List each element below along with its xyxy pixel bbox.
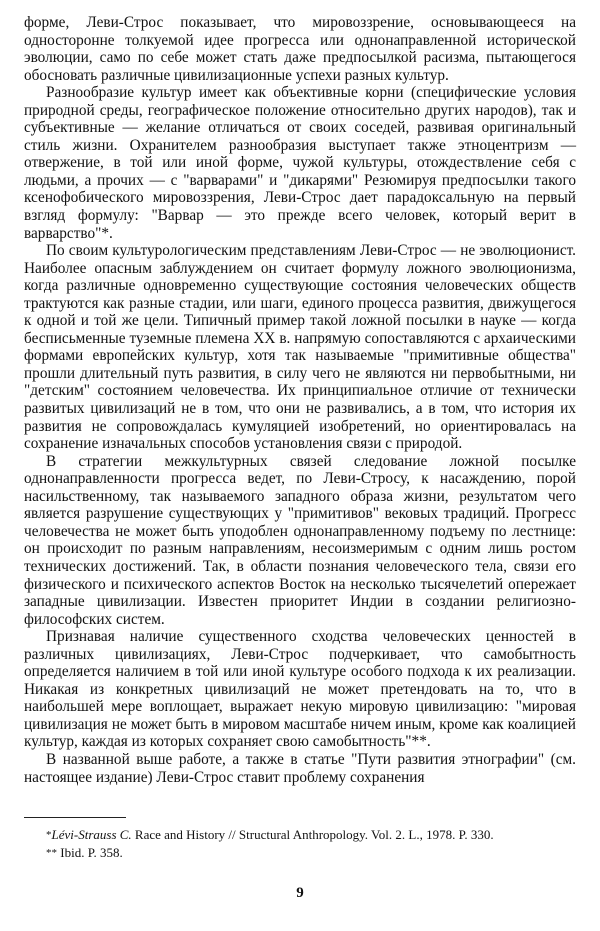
footnote-1 bbox=[24, 826, 576, 844]
footnote-text: Ibid. P. 358. bbox=[57, 845, 123, 860]
footnote-text: Race and History // Structural Anthropology. Vol. 2. L., 1978. P. 330. bbox=[131, 827, 494, 842]
footnote-mark: * bbox=[46, 829, 52, 841]
paragraph-1: форме, Леви-Строс показывает, что мировоззрение, основывающееся на односторонне толкуемой идее прогресса или однонаправленной исторической эволюции, само по себе может стать даже предпосылкой расизма, пытающегося обосновать различные цивилизационные успехи разных культур. bbox=[24, 14, 576, 84]
footnote-2 bbox=[24, 844, 576, 862]
footnote-divider bbox=[24, 817, 126, 818]
page-body bbox=[24, 14, 576, 786]
footnote-mark: ** bbox=[46, 847, 57, 859]
paragraph-3: По своим культурологическим представлениям Леви-Строс — не эволюционист. Наиболее опасным заблуждением он считает формулу ложного эволюционизма, когда различные одновременно существующие состояния человеческих обществ трактуются как разные стадии, или шаги, единого процесса развития, движущегося к одной и той же цели. Типичный пример такой ложной посылки в науке — когда бесписьменные туземные племена XX в. напрямую сопоставляются с архаическими формами европейских культур, хотя так называемые "примитивные общества" прошли длительный путь развития, в силу чего не являются ни первобытными, ни "детским" состоянием человечества. Их принципиальное отличие от технически развитых цивилизаций не в том, что они не развивались, а в том, что история их развития не сопровождалась кумуляцией изобретений, но ориентировалась на сохранение изначальных способов установления связи с природой. bbox=[24, 242, 576, 453]
footnote-author: Lévi-Strauss C. bbox=[51, 827, 132, 842]
paragraph-4: В стратегии межкультурных связей следование ложной посылке однонаправленности прогресса ведет, по Леви-Стросу, к насаждению, порой насильственному, так называемого западного образа жизни, результатом чего является разрушение существующих у "примитивов" вековых традиций. Прогресс человечества не может быть уподоблен однонаправленному подъему по лестнице: он происходит по разным направлениям, несоизмеримым с одним лишь ростом технических достижений. Так, в области познания человеческого тела, связи его физического и психического аспектов Восток на несколько тысячелетий опережает западные цивилизации. Известен приоритет Индии в создании религиозно-философских систем. bbox=[24, 452, 576, 628]
paragraph-5: Признавая наличие существенного сходства человеческих ценностей в различных цивилизациях, Леви-Строс подчеркивает, что самобытность определяется наличием в той или иной культуре особого подхода к их реализации. Никакая из конкретных цивилизаций не может претендовать на то, что в наибольшей мере воплощает, выражает некую мировую цивилизацию: "мировая цивилизация не может быть в мировом масштабе ничем иным, кроме как коалицией культур, каждая из которых сохраняет свою самобытность"**. bbox=[24, 628, 576, 751]
page-number: 9 bbox=[296, 885, 304, 901]
paragraph-6: В названной выше работе, а также в статье "Пути развития этнографии" (см. настоящее издание) Леви-Строс ставит проблему сохранения bbox=[24, 750, 576, 786]
paragraph-2: Разнообразие культур имеет как объективные корни (специфические условия природной среды, географическое положение относительно других народов), так и субъективные — желание отличаться от своих соседей, развивая оригинальный стиль жизни. Охранителем разнообразия выступает также этноцентризм — отвержение, в той или иной форме, чужой культуры, отождествление себя с людьми, а прочих — с "варварами" и "дикарями" Резюмируя предпосылки такого ксенофобического мировоззрения, Леви-Строс дает парадоксальную на первый взгляд формулу: "Варвар — это прежде всего человек, который верит в варварство"*. bbox=[24, 84, 576, 242]
footnotes bbox=[24, 826, 576, 862]
